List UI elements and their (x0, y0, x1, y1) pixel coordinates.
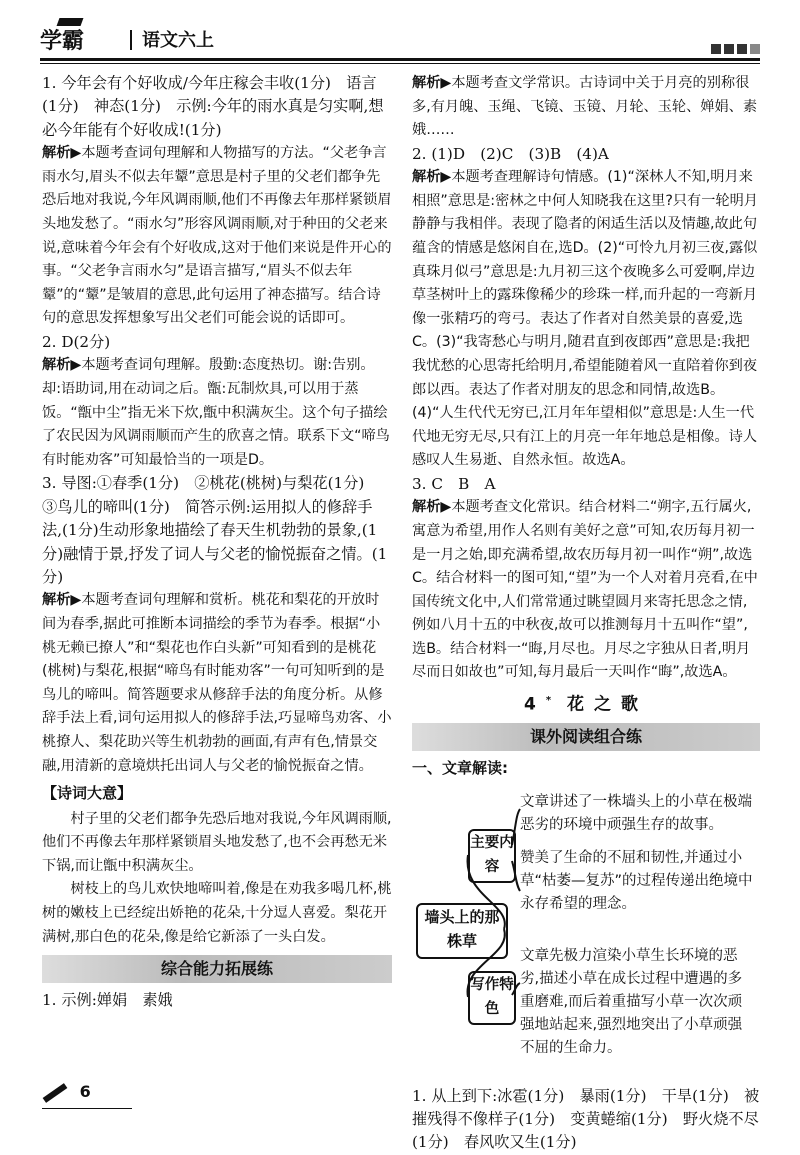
q2b-analysis-text: 本题考查理解诗句情感。(1)“深林人不知,明月来相照”意思是:密林之中何人知晓我在这里?只有一轮明月静静与我相伴。表现了隐者的闲适生活以及情趣,故此句蕴含的情感是悠闲自在,选D。(2)“可怜九月初三夜,露似真珠月似弓”意思是:九月初三这个夜晚多么可爱啊,岸边草茎树叶上的露珠像稀少的珍珠一样,而升起的一弯新月像一张精巧的弯弓。表达了作者对自然美景的喜爱,选C。(3)“我寄愁心与明月,随君直到夜郎西”意思是:我把我忧愁的心思寄托给明月,希望能随着风一直陪着你到夜郎以西。表达了作者对朋友的思念和同情,故选B。(4)“人生代代无穷已,江月年年望相似”意思是:人生一代代地无穷无尽,只有江上的月亮一年年地总是相像。诗人感叹人生易逝、自然永恒。故选A。 (412, 169, 758, 469)
brand-logo: 学霸 (40, 29, 85, 54)
page-number: 6 (79, 1082, 91, 1101)
right-column (412, 72, 760, 1155)
poem-paragraph-2: 树枝上的鸟儿欢快地啼叫着,像是在劝我多喝几杯,桃树的嫩枝上已经绽出娇艳的花朵,十分逗人喜爱。梨花开满树,那白色的花朵,像是给它新添了一头白发。 (42, 881, 392, 945)
analysis-label: 解析 (42, 145, 71, 162)
header-separator (130, 30, 132, 50)
q1b-analysis: 解析▶本题考查文学常识。古诗词中关于月亮的别称很多,有月魄、玉绳、飞镜、玉镜、月轮、玉轮、婵娟、素娥…… (412, 75, 758, 139)
mind-map-text-1: 文章讲述了一株墙头上的小草在极端恶劣的环境中顽强生存的故事。 (520, 793, 752, 833)
q1b-analysis-text: 本题考查文学常识。古诗词中关于月亮的别称很多,有月魄、玉绳、飞镜、玉镜、月轮、玉轮、婵娟、素娥…… (412, 75, 758, 139)
mind-map-writing-feature: 写作特色 (468, 971, 516, 1025)
poem-paragraph-1: 村子里的父老们都争先恐后地对我说,今年风调雨顺,他们不再像去年那样紧锁眉头地发愁了,也不会再愁无米下锅,而让甑中积满灰尘。 (42, 810, 392, 874)
q1b-answer: 1. 示例:婵娟 素娥 (42, 991, 173, 1010)
reading-q1-answer: 1. 从上到下:冰雹(1分) 暴雨(1分) 干旱(1分) 被摧残得不像样子(1分) 变黄蜷缩(1分) 野火烧不尽(1分) 春风吹又生(1分) (412, 1086, 760, 1152)
section-banner: 综合能力拓展练 (42, 955, 392, 983)
book-title: 语文六上 (142, 30, 214, 51)
q2-answer: 2. D(2分) (42, 332, 111, 351)
mind-map-text-2: 赞美了生命的不屈和韧性,并通过小草“枯萎—复苏”的过程传递出绝境中永存希望的理念。 (520, 849, 753, 912)
header-rule (40, 58, 760, 61)
left-column (42, 72, 392, 1013)
mind-map-text-3: 文章先极力渲染小草生长环境的恶劣,描述小草在成长过程中遭遇的多重磨难,而后着重描写小草一次次顽强地站起来,强烈地突出了小草顽强不屈的生命力。 (520, 947, 743, 1056)
page-footer (42, 1082, 91, 1101)
q3b-answer: 3. C B A (412, 474, 496, 493)
header-rule-thin (40, 63, 760, 64)
pencil-icon (43, 1083, 68, 1103)
analysis-label: 解析 (42, 357, 71, 374)
mind-map (412, 785, 760, 1085)
analysis-label: 解析 (412, 169, 441, 186)
q1-analysis-text: 本题考查词句理解和人物描写的方法。“父老争言雨水匀,眉头不似去年颦”意思是村子里的父老们都争先恐后地对我说,今年风调雨顺,他们不再像去年那样紧锁眉头地发愁了。“雨水匀”形容风调雨顺,对于种田的父老来说,意味着今年会有个好收成,这对于他们来说是件开心的事。“父老争言雨水匀”是语言描写,“眉头不似去年颦”的“颦”是皱眉的意思,此句运用了神态描写。结合诗句的意思发挥想象写出父老们可能会说的话即可。 (42, 145, 392, 327)
q1-analysis: 解析▶本题考查词句理解和人物描写的方法。“父老争言雨水匀,眉头不似去年颦”意思是村子里的父老们都争先恐后地对我说,今年风调雨顺,他们不再像去年那样紧锁眉头地发愁了。“雨水匀”形容风调雨顺,对于种田的父老来说,意味着今年会有个好收成,这对于他们来说是件开心的事。“父老争言雨水匀”是语言描写,“眉头不似去年颦”的“颦”是皱眉的意思,此句运用了神态描写。结合诗句的意思发挥想象写出父老们可能会说的话即可。 (42, 145, 392, 327)
mind-map-center: 墙头上的那株草 (416, 903, 508, 959)
poem-meaning-title: 【诗词大意】 (42, 784, 133, 803)
page-header (0, 0, 800, 62)
mind-map-main-content: 主要内容 (468, 829, 516, 883)
lesson-star: * (545, 695, 552, 707)
q2b-answer: 2. (1)D (2)C (3)B (4)A (412, 144, 609, 163)
q3b-analysis: 解析▶本题考查文化常识。结合材料二“朔字,五行属火,寓意为希望,用作人名则有美好之意”可知,农历每月初一是一月之始,即充满希望,故农历每月初一叫作“朔”,故选C。结合材料一的图可知,“望”为一个人对着月亮看,在中国传统文化中,人们常常通过眺望圆月来寄托思念之情,例如八月十五的中秋夜,故可以推测每月十五叫作“望”,选B。结合材料一“晦,月尽也。月尽之字独从日者,明月尽而日如故也”可知,每月最后一天叫作“晦”,故选A。 (412, 499, 758, 681)
q2-analysis-text: 本题考查词句理解。殷勤:态度热切。谢:告别。却:语助词,用在动词之后。甑:瓦制炊具,可以用于蒸饭。“甑中尘”指无米下炊,甑中积满灰尘。这个句子描绘了农民因为风调雨顺而产生的欣喜之情。联系下文“啼鸟有时能劝客”可知最恰当的一项是D。 (42, 357, 390, 468)
header-decor (711, 44, 760, 54)
q3b-analysis-text: 本题考查文化常识。结合材料二“朔字,五行属火,寓意为希望,用作人名则有美好之意”可知,农历每月初一是一月之始,即充满希望,故农历每月初一叫作“朔”,故选C。结合材料一的图可知,“望”为一个人对着月亮看,在中国传统文化中,人们常常通过眺望圆月来寄托思念之情,例如八月十五的中秋夜,故可以推测每月十五叫作“望”,选B。结合材料一“晦,月尽也。月尽之字独从日者,明月尽而日如故也”可知,每月最后一天叫作“晦”,故选A。 (412, 499, 758, 681)
footer-rule (42, 1108, 132, 1109)
section-banner-right: 课外阅读组合练 (412, 723, 760, 751)
subsection-title: 一、文章解读: (412, 759, 508, 778)
q2b-analysis: 解析▶本题考查理解诗句情感。(1)“深林人不知,明月来相照”意思是:密林之中何人知晓我在这里?只有一轮明月静静与我相伴。表现了隐者的闲适生活以及情趣,故此句蕴含的情感是悠闲自在,选D。(2)“可怜九月初三夜,露似真珠月似弓”意思是:九月初三这个夜晚多么可爱啊,岸边草茎树叶上的露珠像稀少的珍珠一样,而升起的一弯新月像一张精巧的弯弓。表达了作者对自然美景的喜爱,选C。(3)“我寄愁心与明月,随君直到夜郎西”意思是:我把我忧愁的心思寄托给明月,希望能随着风一直陪着你到夜郎以西。表达了作者对朋友的思念和同情,故选B。(4)“人生代代无穷已,江月年年望相似”意思是:人生一代代地无穷无尽,只有江上的月亮一年年地总是相像。诗人感叹人生易逝、自然永恒。故选A。 (412, 169, 758, 469)
analysis-label: 解析 (412, 499, 441, 516)
q2-analysis: 解析▶本题考查词句理解。殷勤:态度热切。谢:告别。却:语助词,用在动词之后。甑:瓦制炊具,可以用于蒸饭。“甑中尘”指无米下炊,甑中积满灰尘。这个句子描绘了农民因为风调雨顺而产生的欣喜之情。联系下文“啼鸟有时能劝客”可知最恰当的一项是D。 (42, 357, 390, 468)
lesson-title: 花之歌 (567, 694, 648, 715)
q1-answer: 1. 今年会有个好收成/今年庄稼会丰收(1分) 语言(1分) 神态(1分) 示例:今年的雨水真是匀实啊,想必今年能有个好收成!(1分) (42, 74, 384, 139)
lesson-heading (412, 689, 760, 717)
q3-answer: 3. 导图:①春季(1分) ②桃花(桃树)与梨花(1分) ③鸟儿的啼叫(1分) 简答示例:运用拟人的修辞手法,(1分)生动形象地描绘了春天生机勃勃的景象,(1分)融情于景,抒发了词人与父老的愉悦振奋之情。(1分) (42, 474, 388, 586)
analysis-label: 解析 (42, 592, 71, 609)
analysis-label: 解析 (412, 75, 441, 91)
q3-analysis: 解析▶本题考查词句理解和赏析。桃花和梨花的开放时间为春季,据此可推断本词描绘的季节为春季。根据“小桃无赖已撩人”和“梨花也作白头新”可知看到的是桃花(桃树)与梨花,根据“啼鸟有时能劝客”一句可知听到的是鸟儿的啼叫。简答题要求从修辞手法的角度分析。从修辞手法上看,词句运用拟人的修辞手法,巧显啼鸟劝客、小桃撩人、梨花助兴等生机勃勃的画面,有声有色,情景交融,用清新的意境烘托出词人与父老的愉悦振奋之情。 (42, 592, 392, 774)
lesson-number: 4 (524, 694, 546, 715)
q3-analysis-text: 本题考查词句理解和赏析。桃花和梨花的开放时间为春季,据此可推断本词描绘的季节为春季。根据“小桃无赖已撩人”和“梨花也作白头新”可知看到的是桃花(桃树)与梨花,根据“啼鸟有时能劝客”一句可知听到的是鸟儿的啼叫。简答题要求从修辞手法的角度分析。从修辞手法上看,词句运用拟人的修辞手法,巧显啼鸟劝客、小桃撩人、梨花助兴等生机勃勃的画面,有声有色,情景交融,用清新的意境烘托出词人与父老的愉悦振奋之情。 (42, 592, 392, 774)
